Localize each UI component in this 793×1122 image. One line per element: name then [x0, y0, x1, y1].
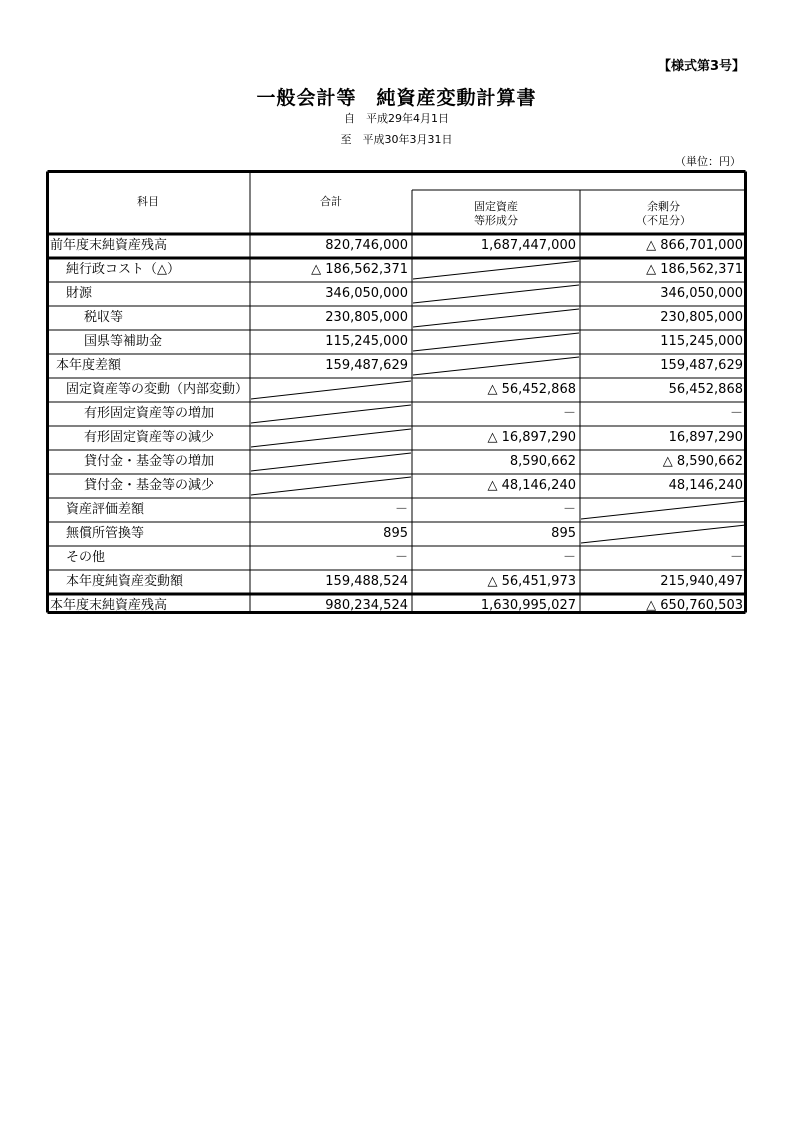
cell-total: 895 [383, 526, 408, 541]
cell-fixed-assets: 1,687,447,000 [480, 238, 576, 253]
cell-total: 820,746,000 [325, 238, 408, 253]
empty-cell-slash [413, 261, 579, 279]
cell-surplus: 159,487,629 [660, 358, 743, 373]
row-label: 本年度差額 [56, 358, 122, 373]
cell-total: － [394, 502, 408, 517]
cell-surplus: 115,245,000 [660, 334, 743, 349]
header-total: 合計 [320, 195, 342, 208]
cell-total: 115,245,000 [325, 334, 408, 349]
row-label: 税収等 [84, 310, 124, 325]
cell-surplus: － [729, 406, 743, 421]
row-label: 無償所管換等 [66, 526, 145, 541]
cell-total: 346,050,000 [325, 286, 408, 301]
cell-surplus: 215,940,497 [660, 574, 743, 589]
header-surplus-line1: 余剰分 [647, 200, 680, 213]
cell-fixed-assets: △ 16,897,290 [487, 430, 576, 445]
row-label: 前年度末純資産残高 [50, 238, 168, 253]
cell-fixed-assets: △ 48,146,240 [487, 478, 576, 493]
period-from: 自 平成29年4月1日 [344, 112, 449, 125]
cell-surplus: 16,897,290 [668, 430, 743, 445]
cell-fixed-assets: － [562, 502, 576, 517]
row-label: 貸付金・基金等の減少 [84, 478, 215, 493]
row-label: 本年度末純資産残高 [50, 598, 168, 613]
header-fixed-line1: 固定資産 [474, 200, 518, 213]
row-label: 資産評価差額 [66, 502, 145, 517]
cell-fixed-assets: 8,590,662 [509, 454, 576, 469]
row-label: 有形固定資産等の増加 [84, 406, 215, 421]
row-label: 国県等補助金 [84, 334, 163, 349]
row-label: その他 [66, 550, 106, 565]
empty-cell-slash [413, 333, 579, 351]
header-item: 科目 [137, 195, 159, 208]
cell-total: △ 186,562,371 [311, 262, 408, 277]
cell-fixed-assets: 1,630,995,027 [480, 598, 576, 613]
empty-cell-slash [413, 285, 579, 303]
net-assets-statement-table [46, 170, 747, 614]
cell-total: 159,488,524 [325, 574, 408, 589]
empty-cell-slash [251, 453, 411, 471]
cell-total: 230,805,000 [325, 310, 408, 325]
row-label: 財源 [66, 286, 93, 301]
empty-cell-slash [413, 357, 579, 375]
empty-cell-slash [581, 501, 746, 519]
cell-surplus: △ 650,760,503 [646, 598, 743, 613]
empty-cell-slash [413, 309, 579, 327]
cell-surplus: △ 8,590,662 [662, 454, 743, 469]
header-surplus-line2: （不足分） [636, 214, 691, 227]
cell-surplus: 56,452,868 [668, 382, 743, 397]
cell-surplus: 230,805,000 [660, 310, 743, 325]
cell-surplus: 346,050,000 [660, 286, 743, 301]
cell-total: － [394, 550, 408, 565]
row-label: 純行政コスト（△） [66, 262, 180, 277]
cell-total: 980,234,524 [325, 598, 408, 613]
cell-surplus: 48,146,240 [668, 478, 743, 493]
empty-cell-slash [251, 429, 411, 447]
form-number: 【様式第3号】 [657, 59, 745, 74]
row-label: 固定資産等の変動（内部変動） [66, 382, 249, 397]
document-title: 一般会計等 純資産変動計算書 [256, 87, 537, 109]
cell-fixed-assets: 895 [551, 526, 576, 541]
unit-label: （単位：円） [675, 155, 741, 168]
cell-surplus: － [729, 550, 743, 565]
period-to: 至 平成30年3月31日 [340, 133, 453, 146]
row-label: 有形固定資産等の減少 [84, 430, 215, 445]
cell-total: 159,487,629 [325, 358, 408, 373]
row-label: 貸付金・基金等の増加 [84, 454, 215, 469]
cell-surplus: △ 866,701,000 [646, 238, 743, 253]
cell-surplus: △ 186,562,371 [646, 262, 743, 277]
cell-fixed-assets: △ 56,452,868 [487, 382, 576, 397]
cell-fixed-assets: △ 56,451,973 [487, 574, 576, 589]
empty-cell-slash [581, 525, 746, 543]
cell-fixed-assets: － [562, 406, 576, 421]
header-fixed-line2: 等形成分 [474, 214, 518, 227]
empty-cell-slash [251, 477, 411, 495]
empty-cell-slash [251, 381, 411, 399]
row-label: 本年度純資産変動額 [66, 574, 184, 589]
empty-cell-slash [251, 405, 411, 423]
cell-fixed-assets: － [562, 550, 576, 565]
